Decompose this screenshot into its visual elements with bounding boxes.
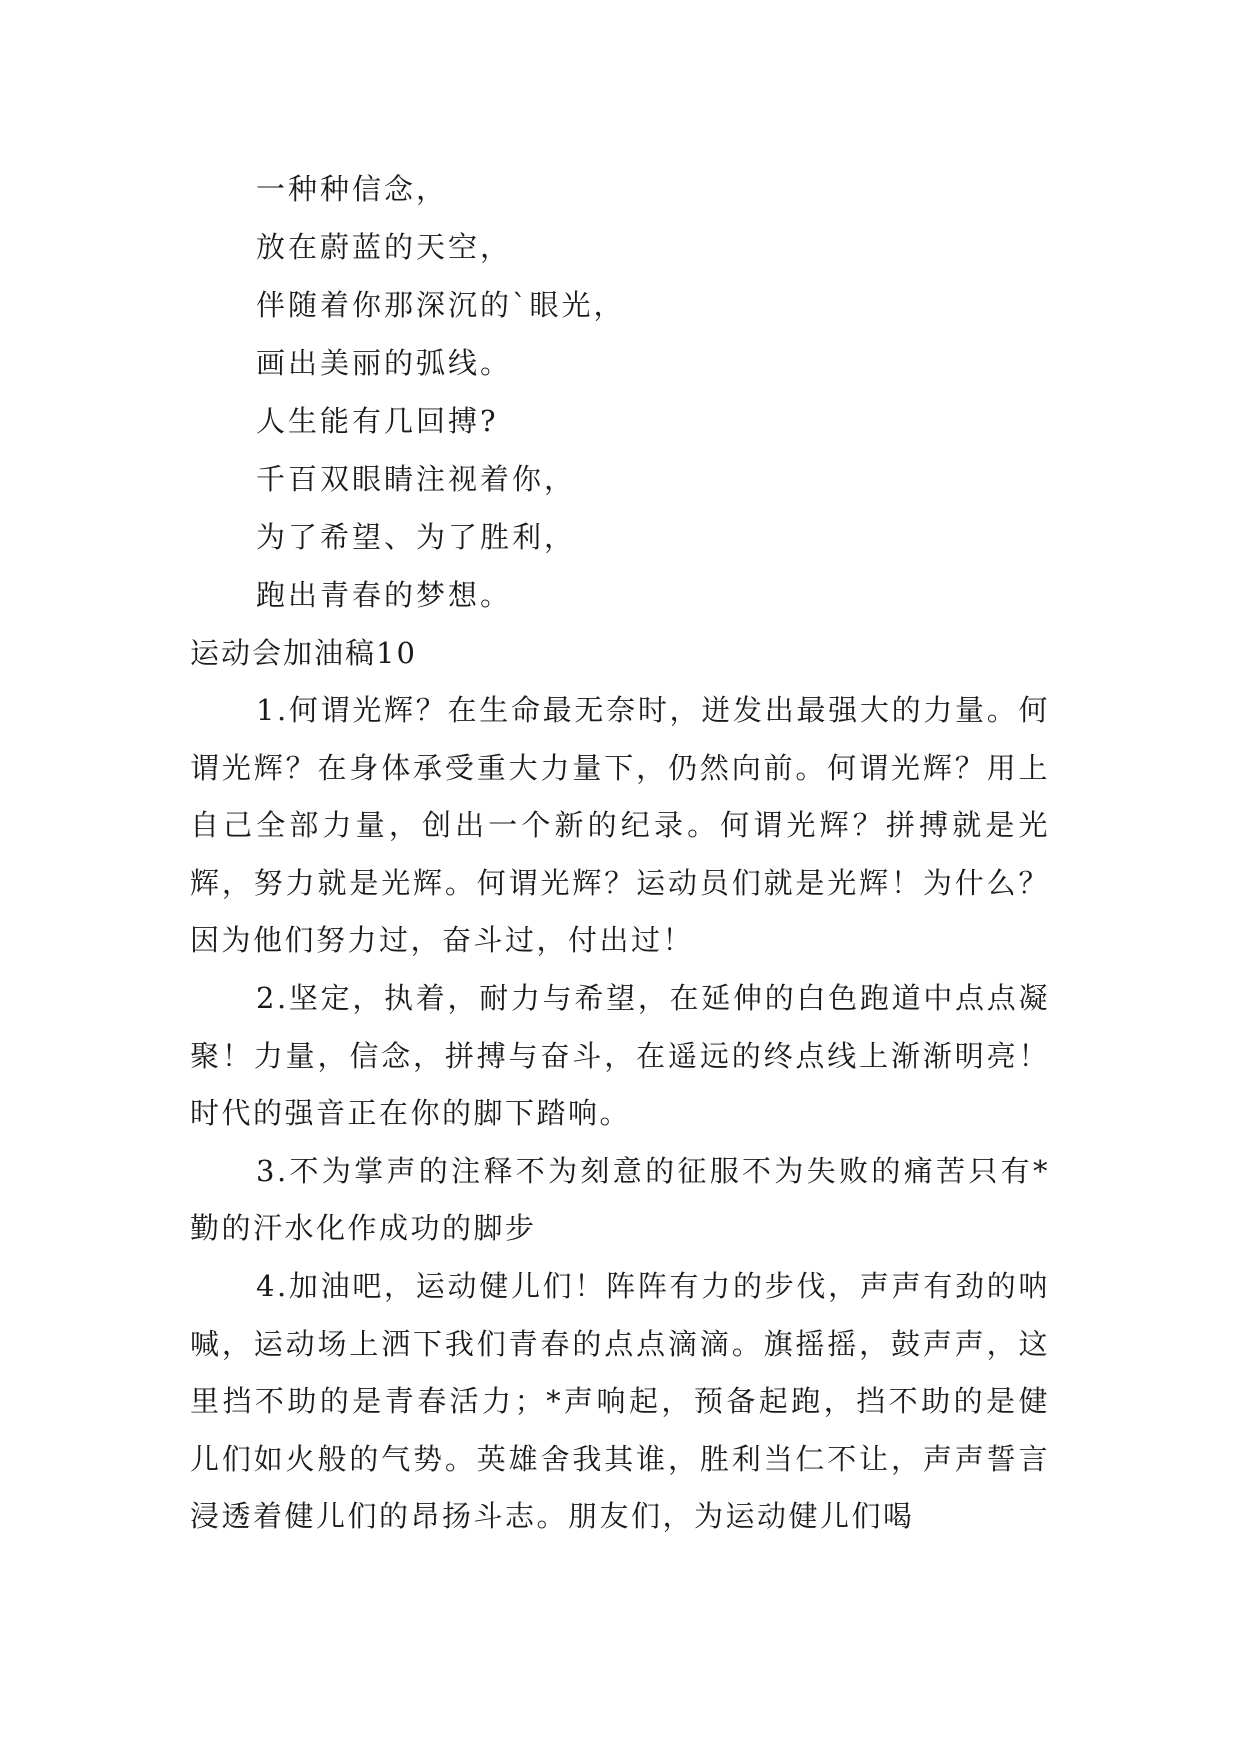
paragraph-3: 3.不为掌声的注释不为刻意的征服不为失败的痛苦只有*勤的汗水化作成功的脚步 — [190, 1153, 1050, 1246]
poem-line: 伴随着你那深沉的`眼光， — [256, 288, 626, 322]
poem-line: 为了希望、为了胜利， — [256, 520, 577, 554]
poem-line: 画出美丽的弧线。 — [256, 346, 513, 380]
poem-line: 一种种信念， — [256, 172, 449, 206]
paragraph-4: 4.加油吧，运动健儿们！阵阵有力的步伐，声声有劲的呐喊，运动场上洒下我们青春的点点滴滴。旗摇摇，鼓声声，这里挡不助的是青春活力；*声响起，预备起跑，挡不助的是健儿们如火般的气势。英雄舍我其谁，胜利当仁不让，声声誓言浸透着健儿们的昂扬斗志。朋友们，为运动健儿们喝 — [190, 1268, 1050, 1534]
poem-line: 跑出青春的梦想。 — [256, 578, 513, 612]
poem-block — [256, 160, 1056, 624]
poem-line: 千百双眼睛注视着你， — [256, 462, 577, 496]
poem-line: 人生能有几回搏? — [256, 404, 499, 438]
paragraph-1: 1.何谓光辉？在生命最无奈时，迸发出最强大的力量。何谓光辉？在身体承受重大力量下，仍然向前。何谓光辉？用上自己全部力量，创出一个新的纪录。何谓光辉？拼搏就是光辉，努力就是光辉。何谓光辉？运动员们就是光辉！为什么？因为他们努力过，奋斗过，付出过！ — [190, 693, 1050, 958]
poem-line: 放在蔚蓝的天空， — [256, 230, 513, 264]
paragraph-2: 2.坚定，执着，耐力与希望，在延伸的白色跑道中点点凝聚！力量，信念，拼搏与奋斗，在遥远的终点线上渐渐明亮！时代的强音正在你的脚下踏响。 — [190, 980, 1050, 1131]
section-heading: 运动会加油稿10 — [190, 636, 417, 670]
section-body — [190, 682, 1050, 1546]
